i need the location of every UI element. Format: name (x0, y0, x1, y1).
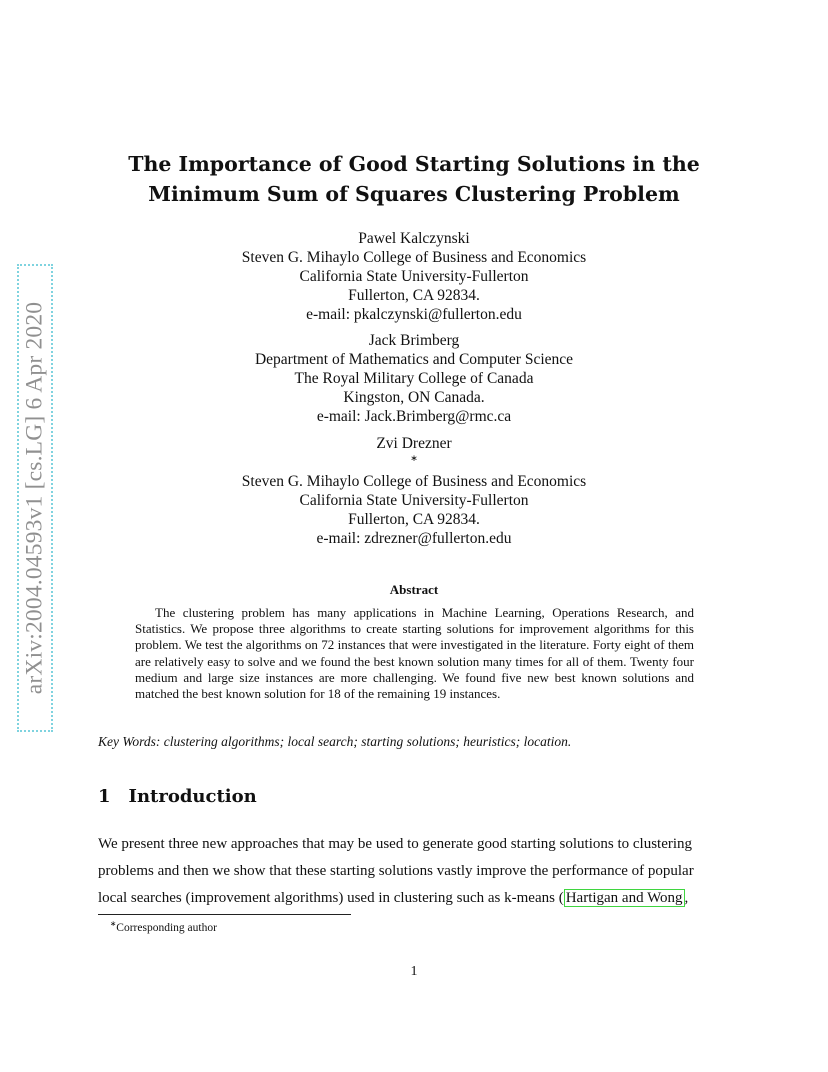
author-location: Fullerton, CA 92834. (348, 511, 480, 528)
author-affiliation: California State University-Fullerton (299, 268, 529, 285)
footnote-text: Corresponding author (116, 921, 217, 934)
intro-paragraph (98, 831, 730, 912)
page-number: 1 (410, 964, 418, 979)
intro-line-3-text: local searches (improvement algorithms) used in clustering such as k-means ( (98, 890, 564, 906)
intro-line-2: problems and then we show that these starting solutions vastly improve the performance of popular (98, 863, 694, 879)
author-name: Jack Brimberg (368, 332, 460, 349)
arxiv-stamp[interactable] (15, 264, 55, 732)
intro-line-3 (98, 885, 730, 912)
author-name: Zvi Drezner (376, 435, 452, 452)
keywords: Key Words: clustering algorithms; local search; starting solutions; heuristics; location. (98, 734, 572, 749)
abstract-heading: Abstract (389, 582, 439, 597)
author-block-1 (100, 229, 728, 324)
paper-title (60, 149, 768, 209)
author-email: e-mail: zdrezner@fullerton.edu (316, 530, 512, 547)
arxiv-id: arXiv:2004.04593v1 [cs.LG] 6 Apr 2020 (21, 301, 48, 695)
paper-title-line-2: Minimum Sum of Squares Clustering Problem (148, 182, 680, 206)
intro-line-3-end: , (684, 890, 689, 906)
section-title: Introduction (128, 786, 257, 807)
author-name: Pawel Kalczynski (358, 230, 470, 247)
author-affiliation: Department of Mathematics and Computer Science (254, 351, 574, 368)
abstract-text: The clustering problem has many applications in Machine Learning, Operations Research, and Statistics. We propose three algorithms to create starting solutions for improvement algorithms for this problem. We test the algorithms on 72 instances that were investigated in the literature. Forty eight of them are relatively easy to solve and we found the best known solution many times for all of them. Twenty four medium and large size instances are more challenging. We found five new best known solutions and matched the best known solution for 18 of the remaining 19 instances. (135, 605, 694, 702)
paper-title-line-1: The Importance of Good Starting Solutions in the (128, 152, 700, 176)
section-heading (98, 786, 257, 807)
citation-link[interactable]: Hartigan and Wong (565, 890, 683, 906)
author-block-2 (100, 331, 728, 426)
footnote-rule (98, 914, 351, 915)
author-affiliation: California State University-Fullerton (299, 492, 529, 509)
author-location: Fullerton, CA 92834. (348, 287, 480, 304)
author-affiliation: Steven G. Mihaylo College of Business and Economics (241, 249, 587, 266)
footnote (110, 919, 217, 934)
author-affiliation: Steven G. Mihaylo College of Business and Economics (241, 473, 587, 490)
author-block-3 (100, 434, 728, 548)
author-email: e-mail: pkalczynski@fullerton.edu (306, 306, 522, 323)
section-number: 1 (98, 786, 111, 807)
corresponding-author-mark: ∗ (410, 452, 418, 463)
author-location: Kingston, ON Canada. (343, 389, 485, 406)
author-affiliation: The Royal Military College of Canada (294, 370, 534, 387)
author-email: e-mail: Jack.Brimberg@rmc.ca (316, 408, 512, 425)
author-name-line (100, 434, 728, 472)
intro-line-1: We present three new approaches that may be used to generate good starting solutions to clustering (98, 836, 693, 852)
footnote-mark: ∗ (110, 919, 117, 928)
